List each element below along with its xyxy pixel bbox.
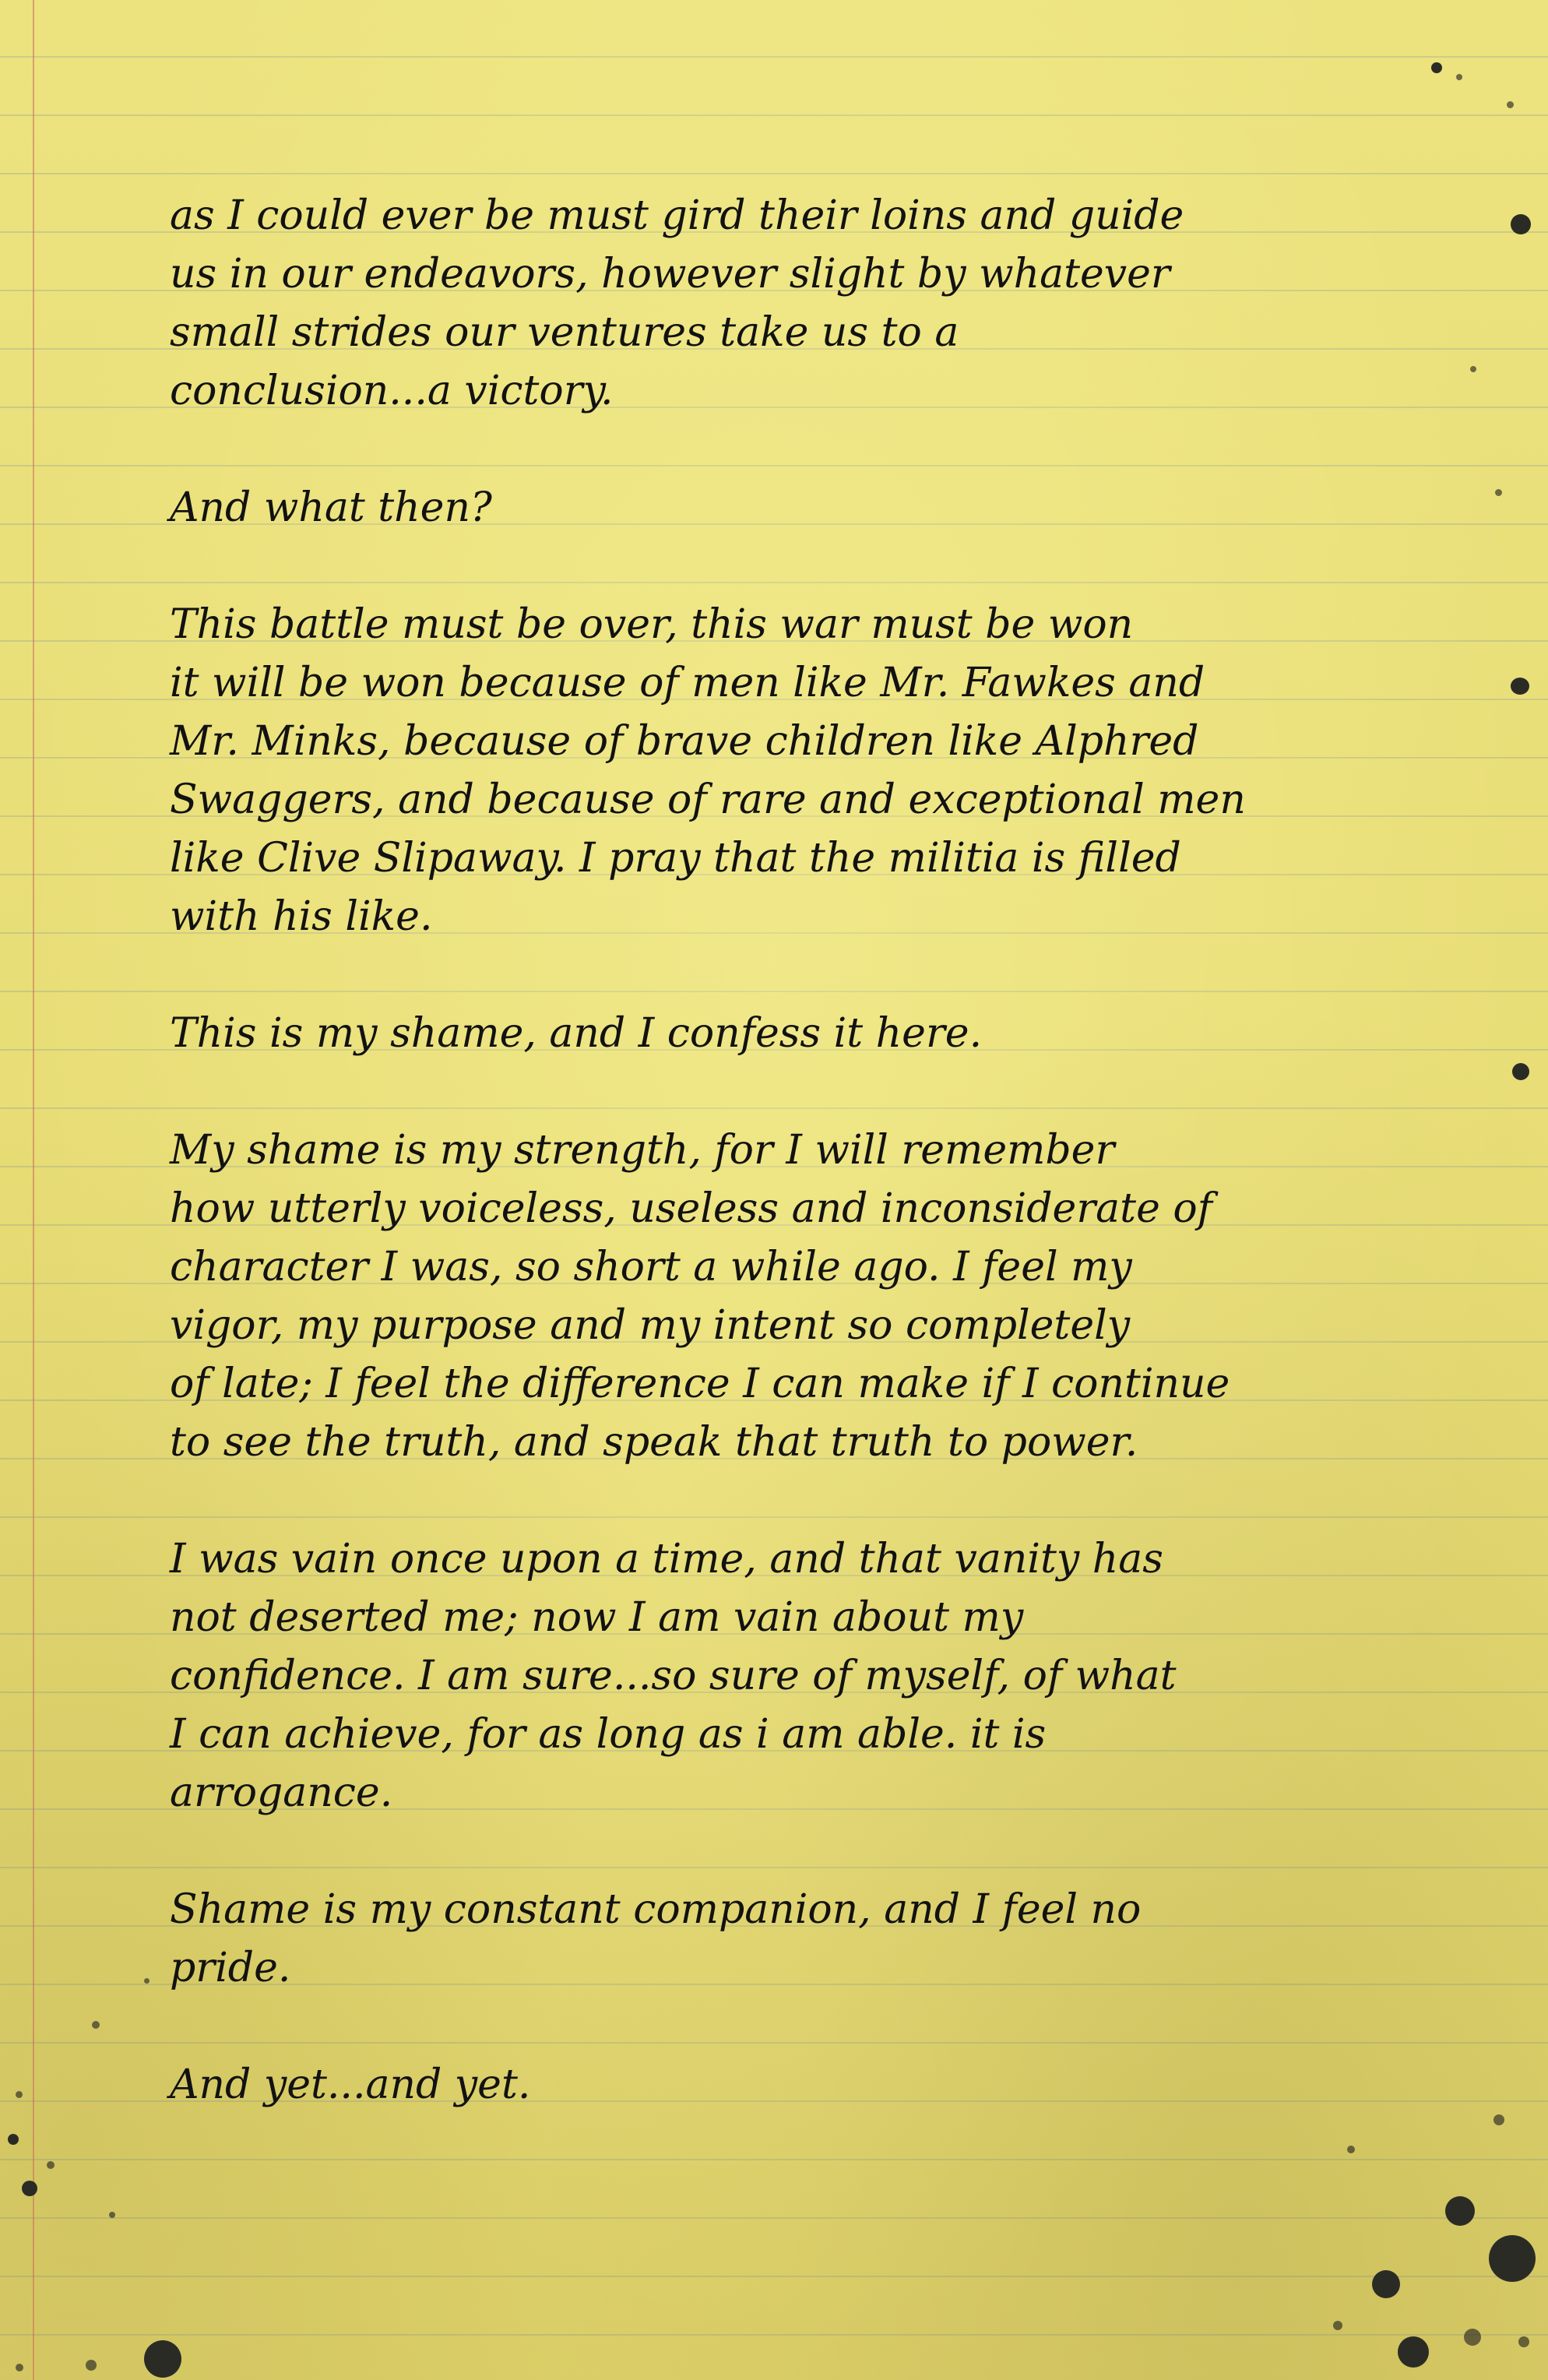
text-line: confidence. I am sure...so sure of myself, of what: [170, 1653, 1177, 1699]
text-line: small strides our ventures take us to a: [170, 309, 959, 356]
ink-spot: [144, 1978, 150, 1984]
text-line: like Clive Slipaway. I pray that the militia is filled: [170, 835, 1181, 882]
ink-spot: [1507, 101, 1514, 108]
paragraph: [170, 2056, 1384, 2114]
text-line: as I could ever be must gird their loins and guide: [170, 192, 1184, 239]
ink-spot: [1333, 2321, 1342, 2330]
text-line: My shame is my strength, for I will remember: [170, 1127, 1115, 1174]
text-line: This is my shame, and I confess it here.: [170, 1010, 983, 1057]
paragraph: [170, 187, 1384, 421]
handwritten-letter: [170, 187, 1384, 2173]
ink-spot: [47, 2161, 55, 2169]
ink-spot: [1489, 2235, 1536, 2282]
ink-spot: [1347, 2146, 1355, 2153]
ink-spot: [1464, 2329, 1481, 2346]
text-line: vigor, my purpose and my intent so completely: [170, 1302, 1131, 1349]
ink-spot: [1493, 2114, 1504, 2125]
ink-spot: [16, 2091, 23, 2098]
paragraph: [170, 1881, 1384, 1998]
text-line: Swaggers, and because of rare and exceptional men: [170, 776, 1246, 823]
ink-spot: [109, 2212, 115, 2218]
text-line: conclusion...a victory.: [170, 368, 614, 414]
text-line: it will be won because of men like Mr. Fawkes and: [170, 660, 1205, 706]
paragraph: [170, 479, 1384, 537]
text-line: And yet...and yet.: [170, 2061, 531, 2108]
ink-spot: [22, 2181, 37, 2196]
paragraph: [170, 596, 1384, 946]
text-line: And what then?: [170, 484, 492, 531]
text-line: to see the truth, and speak that truth to power.: [170, 1419, 1138, 1466]
ink-spot: [1512, 1063, 1529, 1080]
ink-spot: [144, 2340, 181, 2378]
ink-spot: [1398, 2336, 1429, 2368]
ink-spot: [1445, 2196, 1475, 2226]
text-line: us in our endeavors, however slight by whatever: [170, 251, 1170, 298]
text-line: of late; I feel the difference I can make if I continue: [170, 1361, 1230, 1407]
ink-spot: [1470, 366, 1476, 372]
ink-spot: [1511, 214, 1531, 234]
text-line: arrogance.: [170, 1769, 393, 1816]
text-line: Shame is my constant companion, and I feel no: [170, 1886, 1142, 1933]
ink-spot: [1511, 678, 1529, 695]
text-line: I can achieve, for as long as i am able. it is: [170, 1711, 1047, 1758]
text-line: not deserted me; now I am vain about my: [170, 1594, 1024, 1641]
paragraph: [170, 1005, 1384, 1063]
text-line: with his like.: [170, 893, 433, 940]
ink-spot: [8, 2134, 19, 2145]
text-line: character I was, so short a while ago. I feel my: [170, 1244, 1132, 1290]
ink-spot: [1518, 2336, 1529, 2347]
ink-spot: [1456, 74, 1462, 80]
text-line: I was vain once upon a time, and that vanity has: [170, 1536, 1163, 1583]
text-line: Mr. Minks, because of brave children like Alphred: [170, 718, 1199, 765]
ink-spot: [1431, 62, 1442, 73]
ink-spot: [1495, 489, 1502, 496]
ink-spot: [1372, 2270, 1400, 2298]
text-line: pride.: [170, 1945, 291, 1991]
text-line: how utterly voiceless, useless and inconsiderate of: [170, 1185, 1212, 1232]
ink-spot: [92, 2021, 100, 2029]
ink-spot: [86, 2360, 97, 2371]
ink-spot: [16, 2364, 23, 2371]
margin-line: [33, 0, 34, 2380]
paragraph: [170, 1121, 1384, 1472]
text-line: This battle must be over, this war must be won: [170, 601, 1134, 648]
paragraph: [170, 1530, 1384, 1822]
